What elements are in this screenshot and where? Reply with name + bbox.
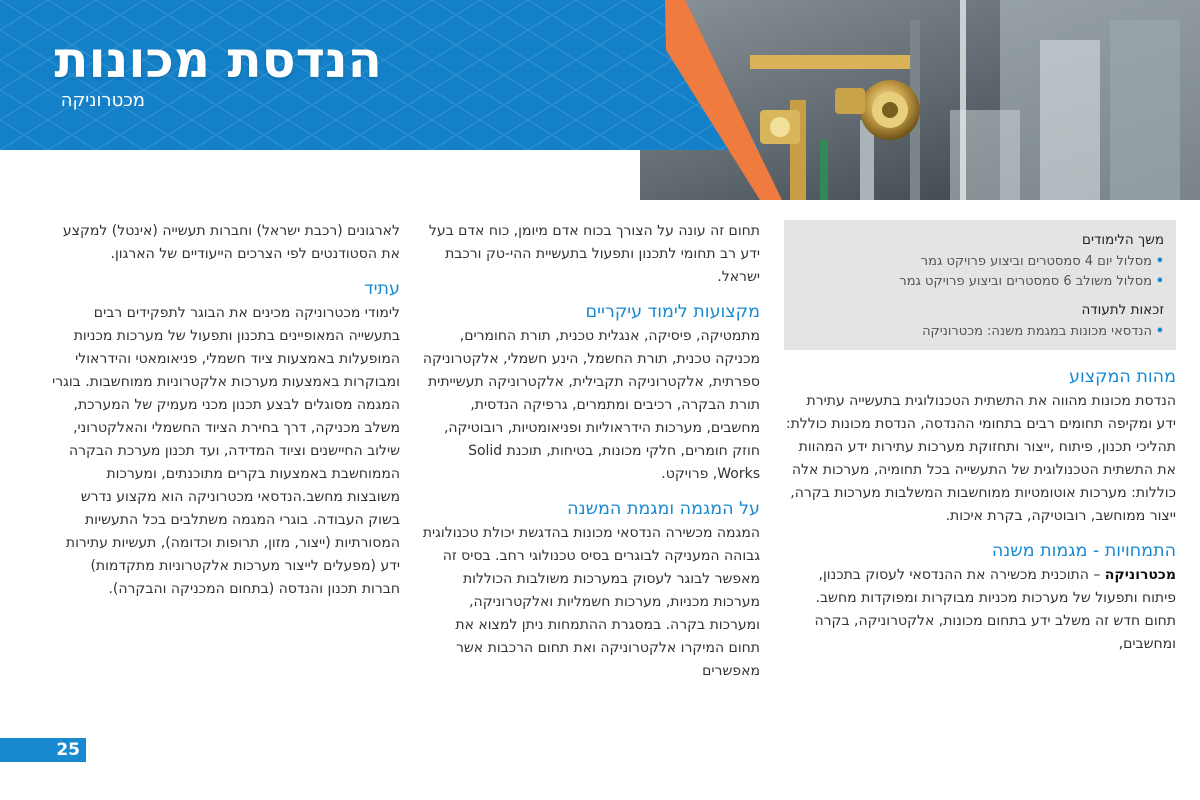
future-text: לימודי מכטרוניקה מכינים את הבוגר לתפקידים רבים בתעשייה המאופיינים בתכנון ותפעול של מערכות מכניות המופעלות באמצעות ציוד חשמלי, פניאומאטי והידראולי ומבוקרות באמצעות מערכות אלקטרוניות ממוחשבות. בוגרי המגמה מסוגלים לבצע תכנון מכני מעמיק של המערכת, משלב מכניקה, דרך בחירת הציוד החשמלי והאלקטרוני, שילוב החיישנים וציוד המדידה, ועד תכנון מערכת הבקרה הממוחשבת באמצעות בקרים מתוכנתים, ומערכות משובצות מחשב.הנדסאי מכטרוניקה הוא מקצוע נדרש בשוק העבודה. בוגרי המגמה משתלבים בכל התעשיות המסורתיות (ייצור, מזון, תרופות וכדומה), תעשיות עתירות ידע (מפעלים לייצור מערכות אלקטרוניות מתקדמות) חברות תכנון והנדסה (בתחום המכניקה והבקרה). [52, 305, 400, 597]
middle-intro-text: תחום זה עונה על הצורך בכוח אדם מיומן, כוח אדם בעל ידע רב תחומי לתכנון ותפעול בתעשיית ההי-טק ורכבת ישראל. [428, 223, 760, 285]
certificate-heading: זכאות לתעודה [1081, 302, 1164, 318]
middle-column [420, 220, 760, 683]
right-column [784, 220, 1176, 656]
left-column [52, 220, 400, 601]
specialization-heading: התמחויות - מגמות משנה [991, 541, 1176, 561]
bullet-icon: • [1155, 324, 1164, 339]
track-text: המגמה מכשירה הנדסאי מכונות בהדגשת יכולת טכנולוגית גבוהה המעניקה לבוגרים בסיס טכנולוגי רחב. בסיס זה מאפשר לבוגר לעסוק במערכות משולבות הכוללות מערכות מכניות, מערכות חשמליות ואלקטרוניקה, ומערכות בקרה. במסגרת ההתמחות ניתן למצוא את תחום המיקרו אלקטרוניקה ואת תחום הרכבות אשר מאפשרים [422, 525, 760, 679]
subjects-text: מתמטיקה, פיסיקה, אנגלית טכנית, תורת החומרים, מכניקה טכנית, תורת החשמל, הינע חשמלי, אלקטרוניקה ספרתית, אלקטרוניקה תקבילית, אלקטרוניקה תעשייתית תורת הבקרה, רכיבים ומתמרים, גרפיקה הנדסית, מחשבים, מערכות הידראוליות ופניאומטיות, רובוטיקה, חוזק חומרים, חלקי מכונות, בטיחות, תוכנת Solid Works, פרויקט. [422, 328, 760, 482]
program-info-box [784, 220, 1176, 350]
left-intro-text: לארגונים (רכבת ישראל) וחברות תעשייה (אינטל) למקצע את הסטודנטים לפי הצרכים הייעודיים של הארגון. [62, 223, 400, 262]
essence-text: הנדסת מכונות מהווה את התשתית הטכנולוגית בתעשייה עתירת ידע ומקיפה תחומים רבים בתחומי ההנדסה, הנדסת מכונות כוללת: תהליכי תכנון, פיתוח ,ייצור ותחזוקת מערכות עתירות ידע המהוות את התשתית הטכנולוגית של התעשייה בכל תחומיה, מערכות אלה כוללות: מערכות אוטומטיות ממוחשבות המשלבות מערכות בקרה, ייצור ממוחשב, רובוטיקה, בקרת איכות. [785, 393, 1176, 524]
certificate-list [796, 322, 1164, 342]
track-heading: על המגמה ומגמת המשנה [567, 499, 760, 519]
specialization-text: – התוכנית מכשירה את ההנדסאי לעסוק בתכנון, פיתוח ותפעול של מערכות מכניות מבוקרות ומפוקדות מחשב. תחום חדש זה משלב ידע בתחום מכונות, אלקטרוניקה, בקרה ומחשבים, [814, 567, 1176, 652]
specialization-paragraph [784, 564, 1176, 656]
page-title: הנדסת מכונות [54, 31, 382, 89]
subjects-heading: מקצועות לימוד עיקריים [585, 302, 760, 322]
duration-heading: משך הלימודים [1082, 232, 1164, 248]
specialization-term: מכטרוניקה [1104, 567, 1176, 583]
list-item: • מסלול משולב 6 סמסטרים וביצוע פרויקט גמר [796, 272, 1164, 292]
page-subtitle: מכטרוניקה [60, 90, 145, 111]
page-number: 25 [0, 738, 86, 762]
bullet-icon: • [1155, 274, 1164, 289]
future-heading: עתיד [364, 279, 400, 299]
bullet-icon: • [1155, 254, 1164, 269]
essence-heading: מהות המקצוע [1069, 367, 1176, 387]
list-item: • מסלול יום 4 סמסטרים וביצוע פרויקט גמר [796, 252, 1164, 272]
page-header [0, 0, 1200, 200]
duration-list [796, 252, 1164, 292]
list-item: • הנדסאי מכונות במגמת משנה: מכטרוניקה [796, 322, 1164, 342]
